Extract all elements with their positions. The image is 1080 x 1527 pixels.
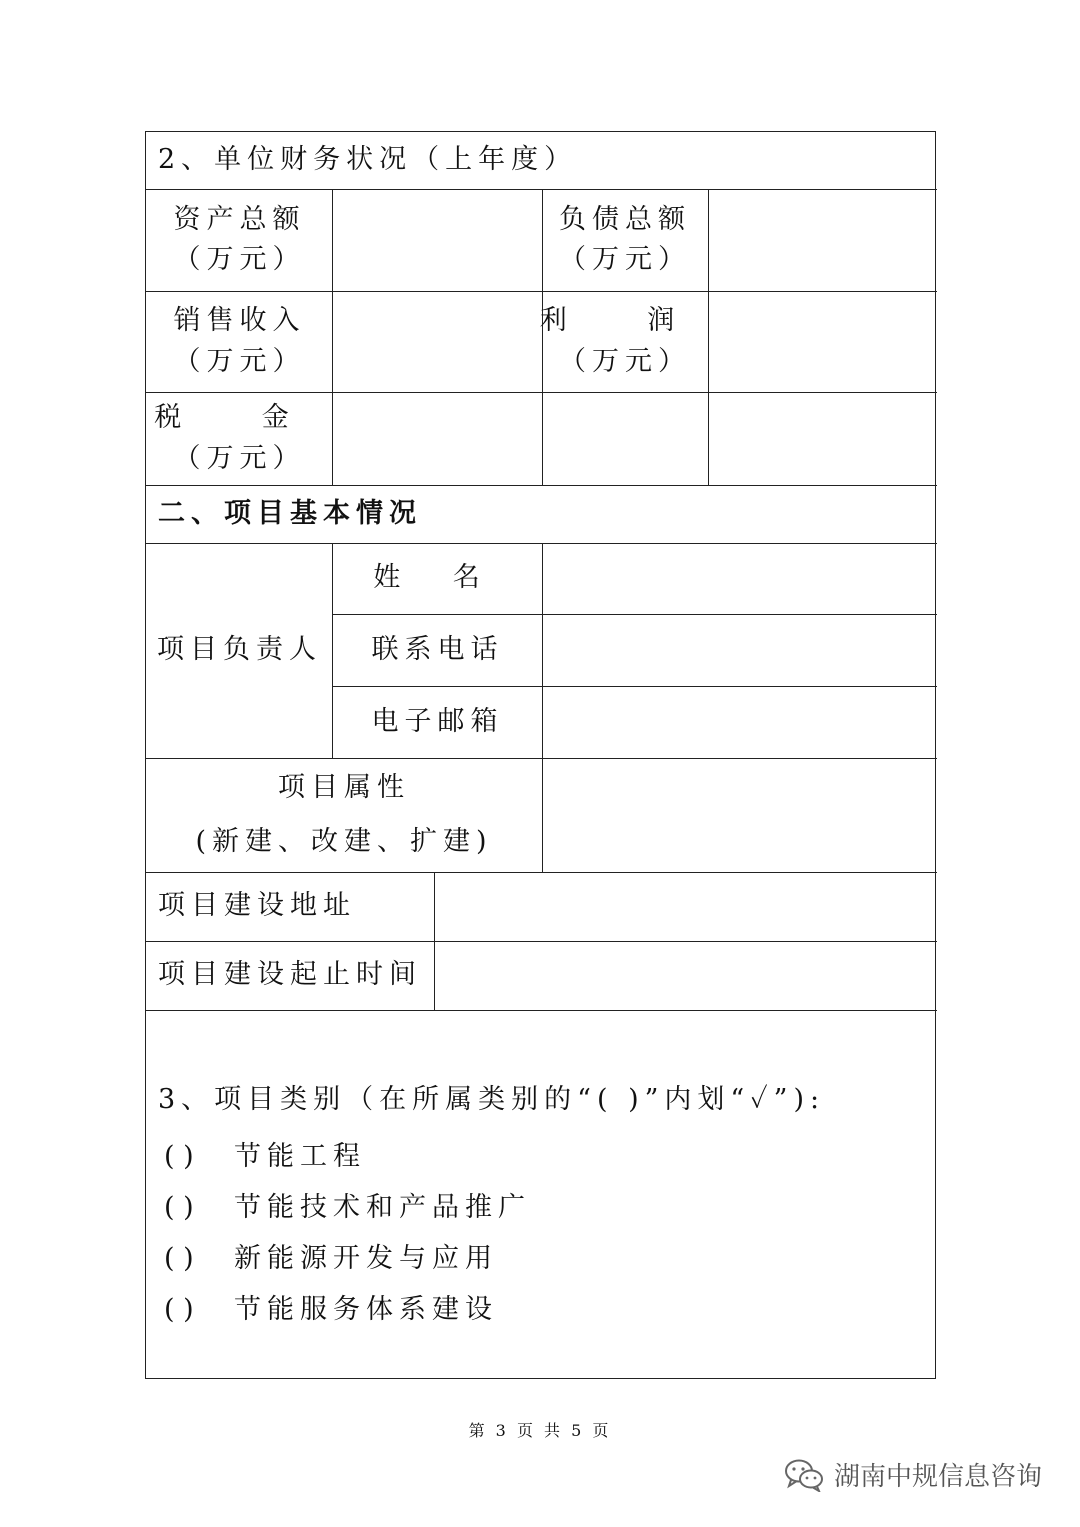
- checkbox-paren[interactable]: ( ): [164, 1294, 194, 1326]
- profit-label: 利 润 （万元）: [539, 305, 711, 377]
- email-field[interactable]: [542, 686, 937, 758]
- project-category-list: [164, 1132, 531, 1336]
- email-label: 电子邮箱: [371, 705, 504, 737]
- project-category-title: 3、项目类别（在所属类别的“( )”内划“✓”):: [158, 1084, 826, 1115]
- watermark: [784, 1456, 1042, 1493]
- category-option-label: 节能工程: [234, 1141, 366, 1173]
- category-option-label: 节能技术和产品推广: [234, 1192, 531, 1224]
- total-liabilities-label: 负债总额 （万元）: [559, 203, 691, 275]
- watermark-text: 湖南中规信息咨询: [834, 1462, 1043, 1492]
- sales-revenue-label: 销售收入 （万元）: [173, 305, 306, 377]
- project-attribute-field[interactable]: [542, 758, 937, 872]
- phone-label: 联系电话: [371, 633, 504, 665]
- wechat-icon: [784, 1458, 824, 1492]
- phone-field[interactable]: [542, 614, 937, 686]
- checkbox-paren[interactable]: ( ): [164, 1192, 194, 1224]
- tax-field[interactable]: [333, 392, 542, 485]
- category-option[interactable]: [164, 1183, 531, 1234]
- category-option[interactable]: [164, 1285, 531, 1336]
- total-assets-label: 资产总额 （万元）: [173, 203, 306, 275]
- category-option-label: 节能服务体系建设: [234, 1294, 498, 1326]
- name-field[interactable]: [542, 543, 937, 614]
- blank-cell: [708, 392, 937, 485]
- blank-cell: [542, 392, 708, 485]
- project-period-label: 项目建设起止时间: [158, 959, 422, 991]
- project-address-field[interactable]: [434, 872, 937, 941]
- project-basic-section-title: 二、项目基本情况: [158, 497, 422, 529]
- total-liabilities-field[interactable]: [708, 189, 937, 291]
- total-assets-field[interactable]: [333, 189, 542, 291]
- profit-field[interactable]: [708, 291, 937, 392]
- category-option[interactable]: [164, 1234, 531, 1285]
- page-number: 第 3 页 共 5 页: [468, 1421, 612, 1440]
- application-form-table: [145, 131, 936, 1379]
- category-option[interactable]: [164, 1132, 531, 1183]
- checkbox-paren[interactable]: ( ): [164, 1141, 194, 1173]
- name-label: 姓 名: [373, 562, 502, 594]
- tax-label: 税 金 （万元）: [154, 402, 325, 474]
- project-attribute-label: 项目属性 (新建、改建、扩建): [195, 771, 493, 857]
- finance-section-title: 2、单位财务状况（上年度）: [158, 144, 578, 176]
- project-leader-label: 项目负责人: [157, 634, 322, 666]
- checkbox-paren[interactable]: ( ): [164, 1243, 194, 1275]
- project-period-field[interactable]: [434, 941, 937, 1010]
- sales-revenue-field[interactable]: [333, 291, 542, 392]
- project-address-label: 项目建设地址: [158, 890, 356, 922]
- category-option-label: 新能源开发与应用: [234, 1243, 498, 1275]
